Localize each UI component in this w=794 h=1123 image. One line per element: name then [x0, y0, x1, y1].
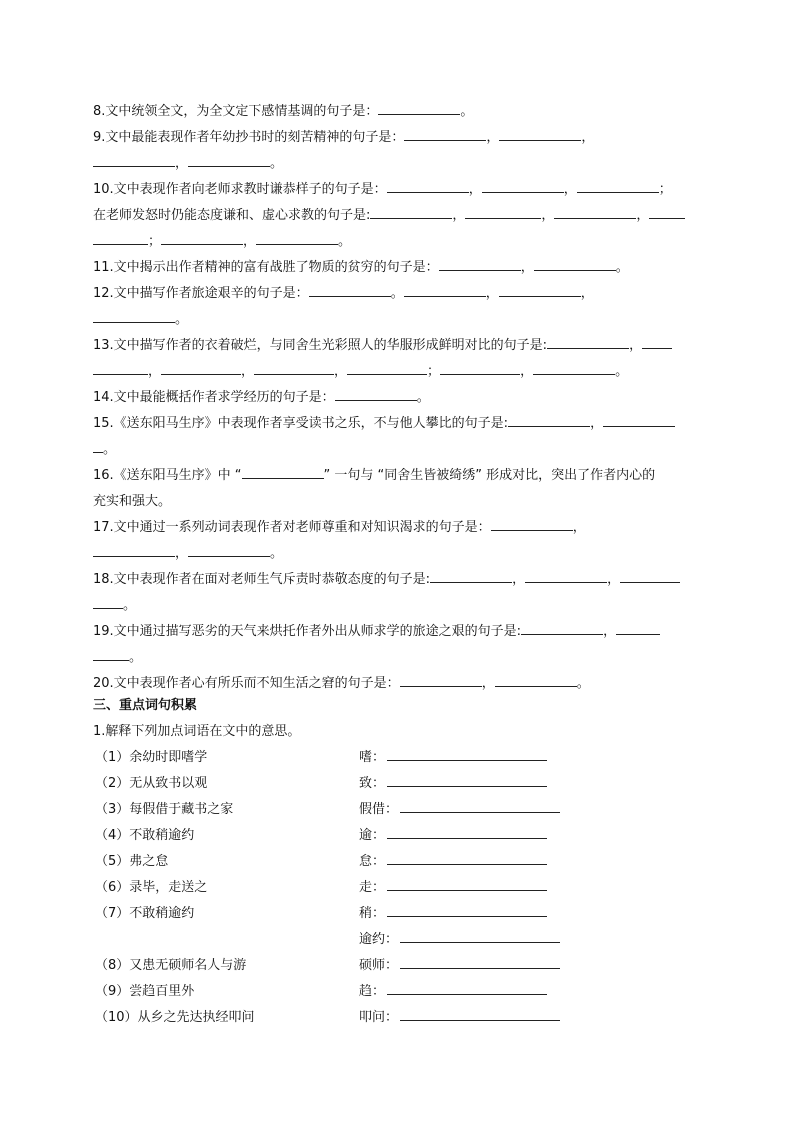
answer-blank[interactable] — [93, 230, 148, 245]
vocab-term — [359, 771, 547, 797]
answer-blank[interactable] — [387, 850, 547, 865]
vocab-term — [359, 823, 547, 849]
vocab-term — [359, 745, 547, 771]
answer-blank[interactable] — [188, 542, 270, 557]
question-12: 12.文中描写作者旅途艰辛的句子是： 。 ， ， 。 — [93, 281, 705, 333]
question-17: 17.文中通过一系列动词表现作者对老师尊重和对知识渴求的句子是： ， ， 。 — [93, 515, 705, 567]
answer-blank[interactable] — [387, 980, 547, 995]
answer-blank[interactable] — [534, 256, 616, 271]
question-text: 15.《送东阳马生序》中表现作者享受读书之乐，不与他人攀比的句子是: — [93, 416, 509, 431]
answer-blank[interactable] — [465, 204, 541, 219]
vocab-item — [93, 979, 705, 1005]
question-text: 12.文中描写作者旅途艰辛的句子是： — [93, 286, 309, 301]
vocab-item — [93, 849, 705, 875]
vocab-item — [93, 745, 705, 771]
answer-blank[interactable] — [335, 386, 417, 401]
answer-blank[interactable] — [93, 360, 148, 375]
vocab-item — [93, 927, 705, 953]
vocab-sentence: （8）又患无硕师名人与游 — [95, 958, 247, 973]
answer-blank[interactable] — [387, 902, 547, 917]
answer-blank[interactable] — [400, 1006, 560, 1021]
section-instruction: 1.解释下列加点词语在文中的意思。 — [93, 724, 301, 739]
answer-blank[interactable] — [440, 360, 520, 375]
answer-blank[interactable] — [499, 282, 581, 297]
answer-blank[interactable] — [93, 594, 123, 609]
answer-blank[interactable] — [499, 126, 581, 141]
answer-blank[interactable] — [603, 412, 675, 427]
question-text: 11.文中揭示出作者精神的富有战胜了物质的贫穷的句子是： — [93, 260, 439, 275]
answer-blank[interactable] — [93, 152, 175, 167]
answer-blank[interactable] — [400, 798, 560, 813]
vocab-term-label: 逾： — [359, 828, 386, 843]
vocab-term-label: 怠： — [359, 854, 386, 869]
vocab-term — [359, 875, 547, 901]
section-heading: 三、重点词句积累 — [93, 698, 198, 713]
vocab-term — [359, 849, 547, 875]
vocab-term-label: 嗜： — [359, 750, 386, 765]
answer-blank[interactable] — [439, 256, 521, 271]
answer-blank[interactable] — [404, 282, 486, 297]
question-text: 16.《送东阳马生序》中 “ — [93, 468, 242, 483]
answer-blank[interactable] — [400, 928, 560, 943]
answer-blank[interactable] — [533, 360, 615, 375]
vocab-sentence: （2）无从致书以观 — [95, 776, 208, 791]
vocab-item — [93, 1005, 705, 1031]
question-text: 19.文中通过描写恶劣的天气来烘托作者外出从师求学的旅途之艰的句子是: — [93, 624, 522, 639]
answer-blank[interactable] — [482, 178, 564, 193]
vocab-sentence: （1）余幼时即嗜学 — [95, 750, 208, 765]
answer-blank[interactable] — [378, 100, 460, 115]
question-text: 10.文中表现作者向老师求教时谦恭样子的句子是： — [93, 182, 387, 197]
vocab-term-label: 致： — [359, 776, 386, 791]
question-18: 18.文中表现作者在面对老师生气斥责时恭敬态度的句子是: ， ， 。 — [93, 567, 705, 619]
answer-blank[interactable] — [347, 360, 427, 375]
vocab-item — [93, 797, 705, 823]
vocab-term-label: 叩问： — [359, 1010, 399, 1025]
vocab-term — [359, 1005, 560, 1031]
answer-blank[interactable] — [387, 772, 547, 787]
answer-blank[interactable] — [649, 204, 685, 219]
question-16: 16.《送东阳马生序》中 “ ” 一句与 “同舍生皆被绮绣” 形成对比，突出了作者内心的 充实和强大。 — [93, 463, 705, 515]
answer-blank[interactable] — [616, 620, 660, 635]
answer-blank[interactable] — [254, 360, 334, 375]
vocab-item — [93, 771, 705, 797]
answer-blank[interactable] — [554, 204, 636, 219]
vocab-item — [93, 953, 705, 979]
vocab-term-label: 逾约： — [359, 932, 399, 947]
question-text: 14.文中最能概括作者求学经历的句子是： — [93, 390, 335, 405]
question-14: 14.文中最能概括作者求学经历的句子是： 。 — [93, 385, 705, 411]
answer-blank[interactable] — [188, 152, 270, 167]
answer-blank[interactable] — [161, 230, 243, 245]
question-9: 9.文中最能表现作者年幼抄书时的刻苦精神的句子是： ， ， ， 。 — [93, 125, 705, 177]
worksheet — [93, 99, 705, 1031]
answer-blank[interactable] — [404, 126, 486, 141]
vocab-term-label: 稍： — [359, 906, 386, 921]
question-10: 10.文中表现作者向老师求教时谦恭样子的句子是： ， ， ； 在老师发怒时仍能态度谦和、虚心求教的句子是: ， ， ， ； ， 。 — [93, 177, 705, 255]
answer-blank[interactable] — [525, 568, 607, 583]
answer-blank[interactable] — [642, 334, 672, 349]
vocab-item — [93, 901, 705, 927]
answer-blank[interactable] — [387, 746, 547, 761]
question-text: 18.文中表现作者在面对老师生气斥责时恭敬态度的句子是: — [93, 572, 431, 587]
answer-blank[interactable] — [491, 516, 573, 531]
question-20: 20.文中表现作者心有所乐而不知生活之窘的句子是： ， 。 — [93, 671, 705, 697]
vocab-term-label: 趋： — [359, 984, 386, 999]
answer-blank[interactable] — [93, 542, 175, 557]
answer-blank[interactable] — [387, 824, 547, 839]
vocab-term — [359, 797, 560, 823]
answer-blank[interactable] — [577, 178, 659, 193]
answer-blank[interactable] — [256, 230, 338, 245]
answer-blank[interactable] — [387, 876, 547, 891]
answer-blank[interactable] — [495, 672, 577, 687]
answer-blank[interactable] — [161, 360, 241, 375]
vocab-list — [93, 745, 705, 1031]
vocab-term — [359, 901, 547, 927]
vocab-term-label: 硕师： — [359, 958, 399, 973]
answer-blank[interactable] — [508, 412, 590, 427]
vocab-term — [359, 927, 560, 953]
answer-blank[interactable] — [242, 464, 324, 479]
question-8: 8.文中统领全文，为全文定下感情基调的句子是： 。 — [93, 99, 705, 125]
question-19: 19.文中通过描写恶劣的天气来烘托作者外出从师求学的旅途之艰的句子是: ， 。 — [93, 619, 705, 671]
vocab-term — [359, 979, 547, 1005]
question-text: 17.文中通过一系列动词表现作者对老师尊重和对知识渴求的句子是： — [93, 520, 491, 535]
answer-blank[interactable] — [547, 334, 629, 349]
vocab-sentence: （9）尝趋百里外 — [95, 984, 195, 999]
answer-blank[interactable] — [93, 438, 103, 453]
vocab-sentence: （10）从乡之先达执经叩问 — [95, 1010, 255, 1025]
question-11: 11.文中揭示出作者精神的富有战胜了物质的贫穷的句子是： ， 。 — [93, 255, 705, 281]
question-text: 9.文中最能表现作者年幼抄书时的刻苦精神的句子是： — [93, 130, 405, 145]
answer-blank[interactable] — [521, 620, 603, 635]
vocab-term-label: 走： — [359, 880, 386, 895]
question-text: 8.文中统领全文，为全文定下感情基调的句子是： — [93, 104, 379, 119]
question-text: 13.文中描写作者的衣着破烂，与同舍生光彩照人的华服形成鲜明对比的句子是: — [93, 338, 548, 353]
answer-blank[interactable] — [309, 282, 391, 297]
vocab-sentence: （7）不敢稍逾约 — [95, 906, 195, 921]
question-text: 在老师发怒时仍能态度谦和、虚心求教的句子是: — [93, 208, 371, 223]
answer-blank[interactable] — [430, 568, 512, 583]
vocab-sentence: （3）每假借于藏书之家 — [95, 802, 234, 817]
answer-blank[interactable] — [387, 178, 469, 193]
answer-blank[interactable] — [400, 954, 560, 969]
answer-blank[interactable] — [93, 308, 175, 323]
vocab-item — [93, 875, 705, 901]
question-15: 15.《送东阳马生序》中表现作者享受读书之乐，不与他人攀比的句子是: ， 。 — [93, 411, 705, 463]
answer-blank[interactable] — [620, 568, 680, 583]
question-13: 13.文中描写作者的衣着破烂，与同舍生光彩照人的华服形成鲜明对比的句子是: ， ， ， ， ； ， 。 — [93, 333, 705, 385]
answer-blank[interactable] — [400, 672, 482, 687]
vocab-term — [359, 953, 560, 979]
question-text: 20.文中表现作者心有所乐而不知生活之窘的句子是： — [93, 676, 400, 691]
answer-blank[interactable] — [93, 646, 129, 661]
vocab-sentence: （6）录毕，走送之 — [95, 880, 208, 895]
vocab-term-label: 假借： — [359, 802, 399, 817]
vocab-sentence: （5）弗之怠 — [95, 854, 169, 869]
vocab-sentence: （4）不敢稍逾约 — [95, 828, 195, 843]
answer-blank[interactable] — [370, 204, 452, 219]
vocab-item — [93, 823, 705, 849]
